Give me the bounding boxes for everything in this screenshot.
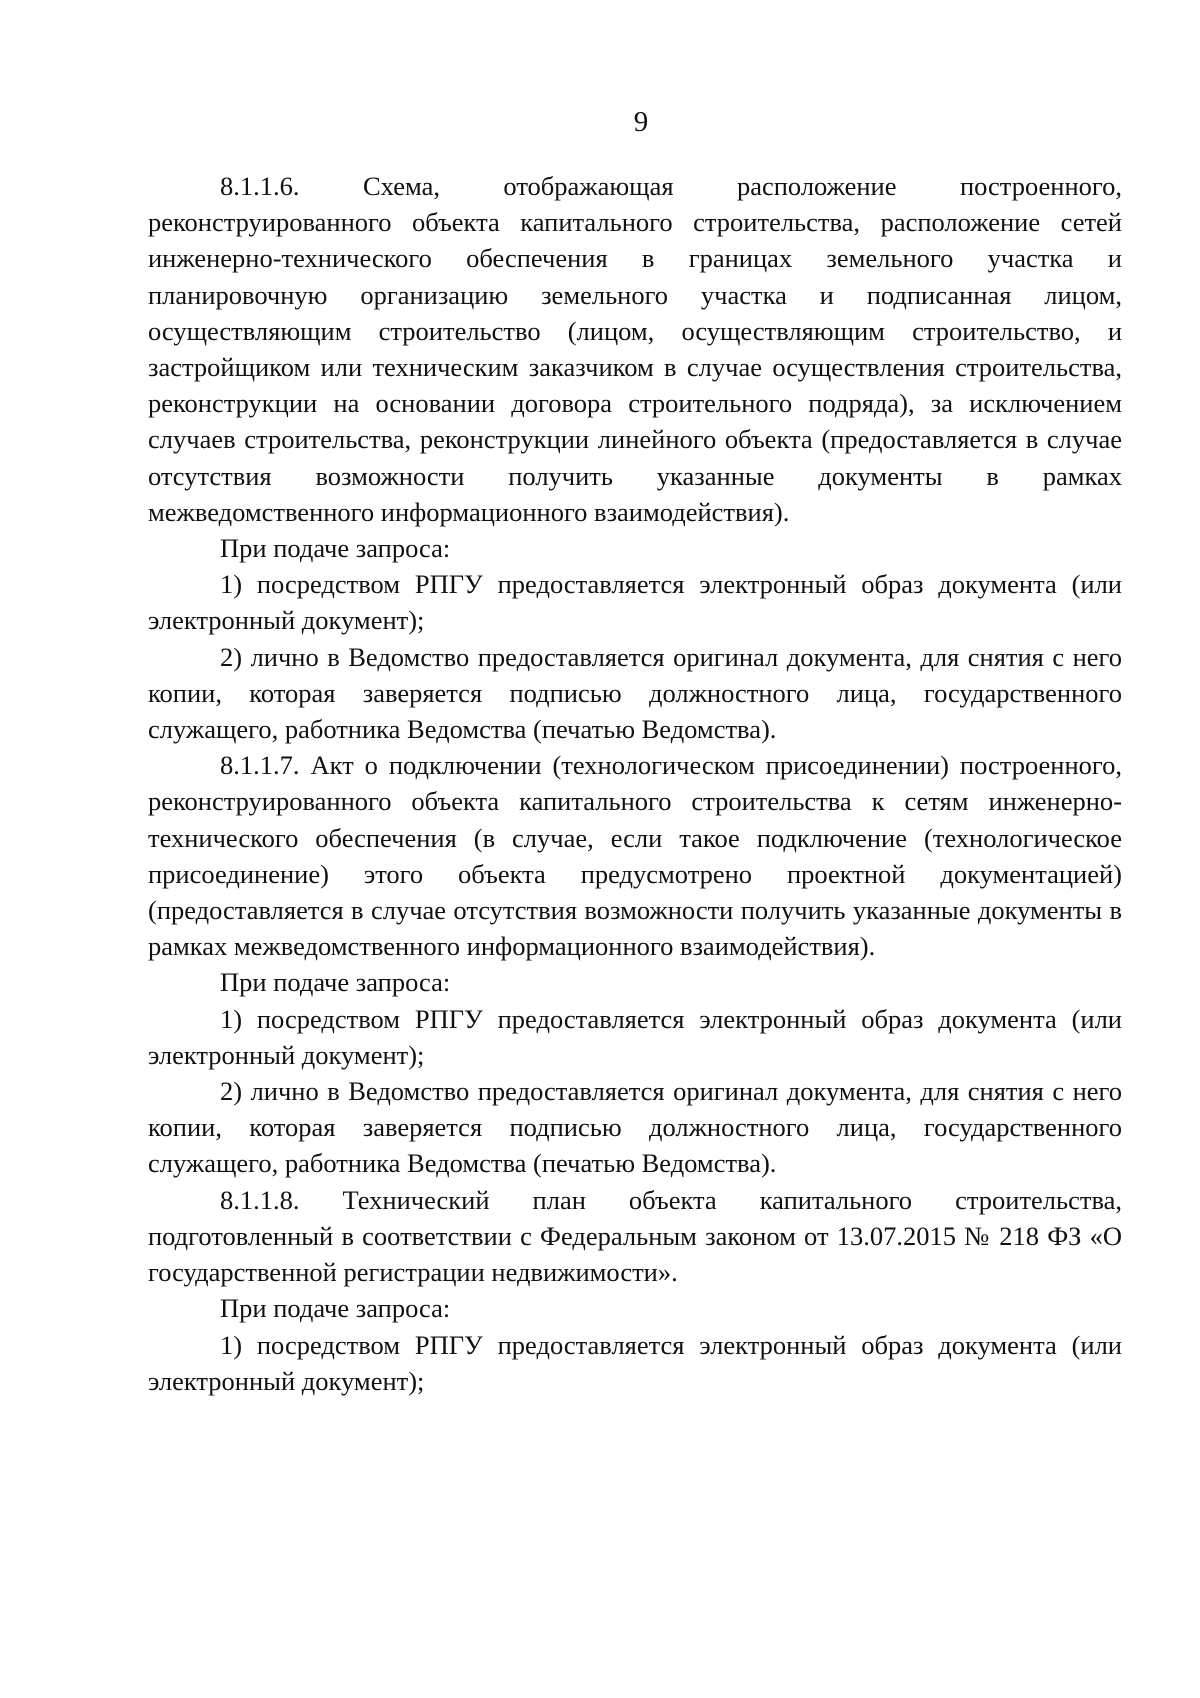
paragraph-list-item-2: 2) лично в Ведомство предоставляется оригинал документа, для снятия с него копии, которая заверяется подписью должностного лица, государственного служащего, работника Ведомства (печатью Ведомства). (148, 641, 1122, 745)
paragraph-list-item-1: 1) посредством РПГУ предоставляется электронный образ документа (или электронный документ); (148, 569, 1122, 636)
document-body (148, 168, 1122, 1399)
paragraph-8-1-1-6: 8.1.1.6. Схема, отображающая расположение построенного, реконструированного объекта капитального строительства, расположение сетей инженерно-технического обеспечения в границах земельного участка и планировочную организацию земельного участка и подписанная лицом, осуществляющим строительство (лицом, осуществляющим строительство, и застройщиком или техническим заказчиком в случае осуществления строительства, реконструкции на основании договора строительного подряда), за исключением случаев строительства, реконструкции линейного объекта (предоставляется в случае отсутствия возможности получить указанные документы в рамках межведомственного информационного взаимодействия). (148, 171, 1122, 527)
paragraph-request-intro: При подаче запроса: (220, 967, 451, 998)
paragraph-8-1-1-7: 8.1.1.7. Акт о подключении (технологическом присоединении) построенного, реконструированного объекта капитального строительства к сетям инженерно-технического обеспечения (в случае, если такое подключение (технологическое присоединение) этого объекта предусмотрено проектной документацией) (предоставляется в случае отсутствия возможности получить указанные документы в рамках межведомственного информационного взаимодействия). (148, 750, 1122, 962)
paragraph-list-item-1: 1) посредством РПГУ предоставляется электронный образ документа (или электронный документ); (148, 1329, 1122, 1396)
paragraph-list-item-2: 2) лично в Ведомство предоставляется оригинал документа, для снятия с него копии, которая заверяется подписью должностного лица, государственного служащего, работника Ведомства (печатью Ведомства). (148, 1076, 1122, 1179)
paragraph-request-intro: При подаче запроса: (220, 533, 451, 564)
paragraph-list-item-1: 1) посредством РПГУ предоставляется электронный образ документа (или электронный документ); (148, 1003, 1122, 1070)
page-number: 9 (633, 106, 649, 138)
paragraph-8-1-1-8: 8.1.1.8. Технический план объекта капитального строительства, подготовленный в соответствии с Федеральным законом от 13.07.2015 № 218 ФЗ «О государственной регистрации недвижимости». (148, 1184, 1122, 1288)
paragraph-request-intro: При подаче запроса: (220, 1293, 451, 1324)
